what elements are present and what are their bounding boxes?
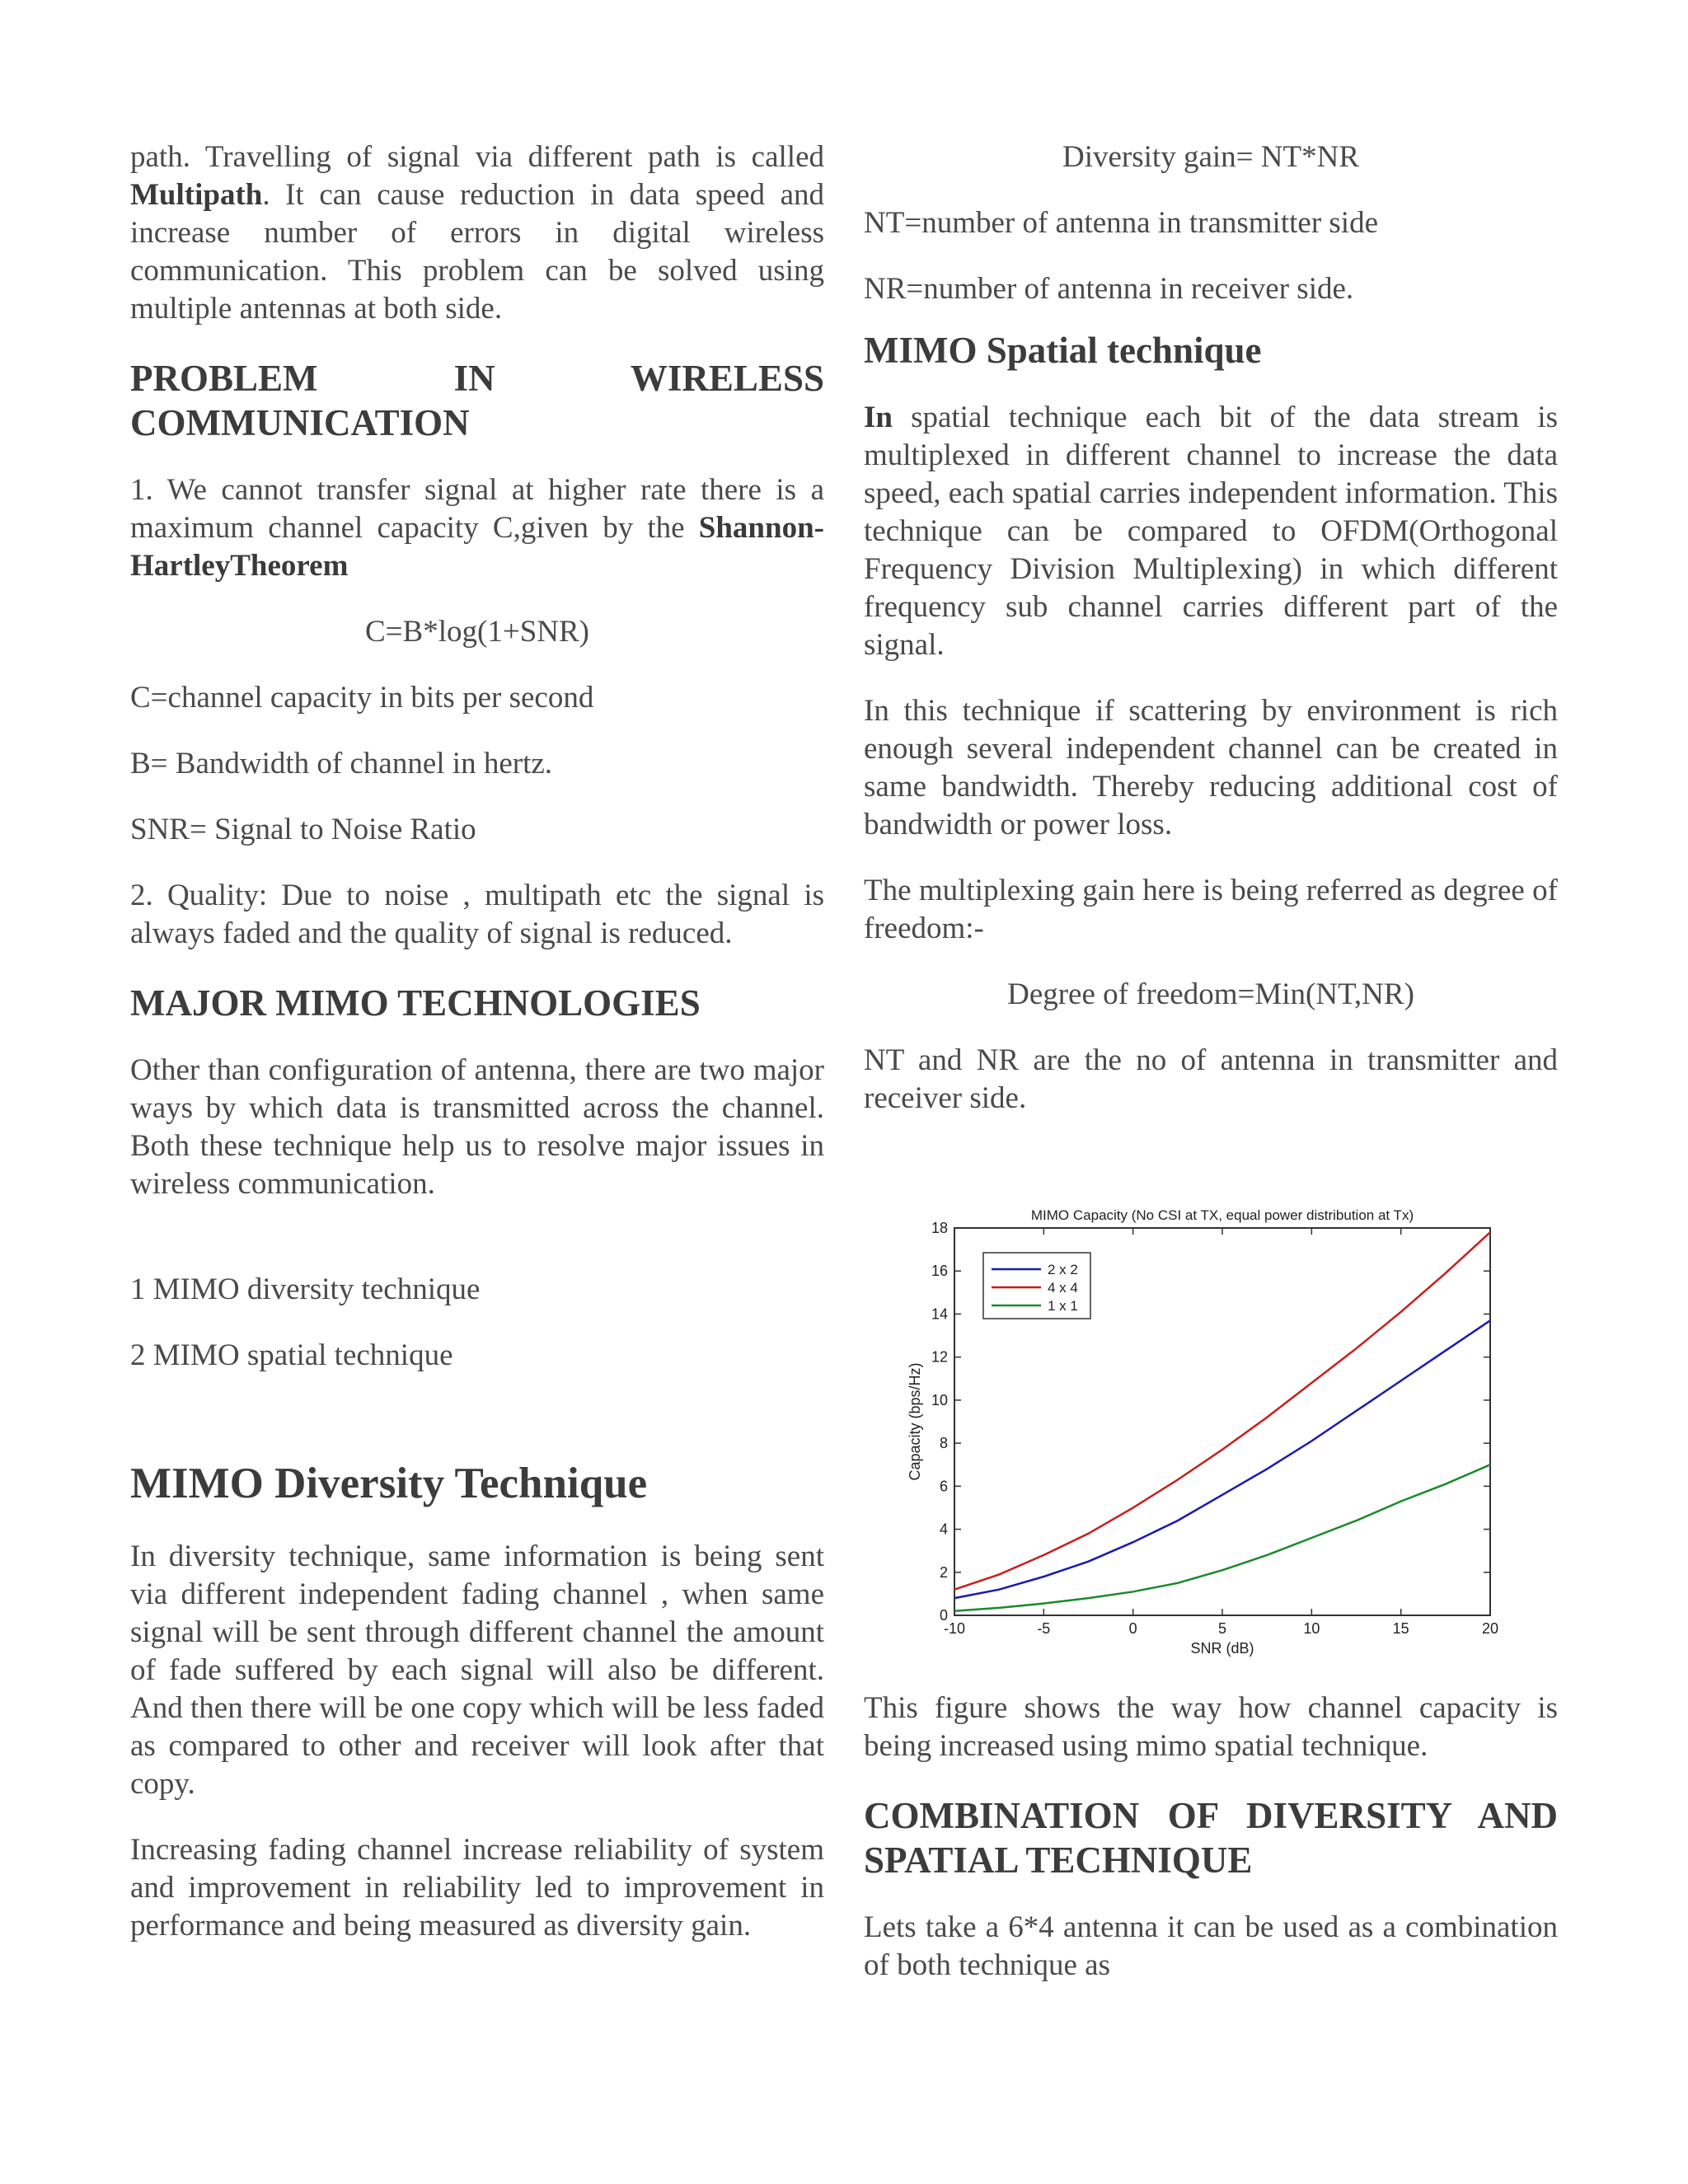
multipath-text-b: . It can cause reduction in data speed and increase number of errors in digital wireless communication. This problem can be solved using multiple antennas at both side. — [130, 178, 824, 326]
capacity-chart-svg — [897, 1195, 1507, 1665]
diversity-paragraph-1: In diversity technique, same information is being sent via different independent fading channel , when same signal will be sent through different channel the amount of fade suffered by each signal will also be different. And then there will be one copy which will be less faded as compared to other and receiver will look after that copy. — [130, 1540, 824, 1801]
def-b: B= Bandwidth of channel in hertz. — [130, 747, 553, 780]
shannon-theorem-term: Shannon-HartleyTheorem — [130, 511, 824, 583]
diversity-heading: MIMO Diversity Technique — [130, 1460, 648, 1507]
y-tick-label: 12 — [931, 1348, 948, 1366]
spatial-paragraph-1 — [864, 399, 1558, 664]
nr-definition: NR=number of antenna in receiver side. — [864, 272, 1354, 306]
y-tick-label: 2 — [939, 1563, 948, 1581]
x-tick-label: 10 — [1303, 1620, 1320, 1637]
list-item-diversity: 1 MIMO diversity technique — [130, 1272, 481, 1306]
spatial-paragraph-2: In this technique if scattering by environment is rich enough several independent channel can be created in same bandwidth. Thereby reducing additional cost of bandwidth or power loss. — [864, 694, 1558, 841]
x-tick-label: -10 — [943, 1620, 966, 1637]
y-tick-label: 4 — [939, 1521, 948, 1538]
problem-heading: PROBLEM IN WIRELESS COMMUNICATION — [130, 358, 824, 443]
x-axis-label: SNR (dB) — [1190, 1640, 1254, 1657]
chart-title: MIMO Capacity (No CSI at TX, equal power distribution at Tx) — [1030, 1207, 1414, 1223]
capacity-paragraph — [130, 471, 824, 585]
quality-paragraph: 2. Quality: Due to noise , multipath etc the signal is always faded and the quality of signal is reduced. — [130, 879, 824, 950]
legend-label-0: 2 x 2 — [1048, 1262, 1078, 1277]
x-tick-label: -5 — [1037, 1620, 1051, 1637]
x-tick-label: 20 — [1481, 1620, 1499, 1637]
def-snr: SNR= Signal to Noise Ratio — [130, 813, 476, 846]
nt-definition: NT=number of antenna in transmitter side — [864, 206, 1378, 240]
right-column — [864, 138, 1558, 1146]
degree-of-freedom-formula: Degree of freedom=Min(NT,NR) — [1007, 977, 1414, 1011]
y-tick-label: 14 — [931, 1305, 948, 1323]
series-line-2 — [954, 1465, 1490, 1611]
capacity-chart — [897, 1195, 1507, 1665]
spatial-paragraph-3: The multiplexing gain here is being referred as degree of freedom:- — [864, 874, 1558, 945]
y-axis-label: Capacity (bps/Hz) — [907, 1362, 923, 1481]
y-tick-label: 18 — [931, 1220, 948, 1236]
capacity-text: 1. We cannot transfer signal at higher rate there is a maximum channel capacity C,given by the — [130, 473, 824, 545]
combination-heading: COMBINATION OF DIVERSITY AND SPATIAL TECHNIQUE — [864, 1795, 1558, 1881]
series-line-0 — [954, 1320, 1490, 1598]
spatial-paragraph-4: NT and NR are the no of antenna in transmitter and receiver side. — [864, 1043, 1558, 1115]
spatial-heading: MIMO Spatial technique — [864, 330, 1262, 371]
legend-label-1: 4 x 4 — [1048, 1280, 1078, 1296]
multipath-text-a: path. Travelling of signal via different path is called — [130, 140, 824, 174]
x-tick-label: 0 — [1128, 1620, 1137, 1637]
major-paragraph: Other than configuration of antenna, there are two major ways by which data is transmitted across the channel. Both these technique help us to resolve major issues in wireless communication. — [130, 1053, 824, 1201]
y-tick-label: 8 — [939, 1435, 948, 1452]
def-c: C=channel capacity in bits per second — [130, 681, 594, 715]
y-tick-label: 16 — [931, 1263, 948, 1280]
legend-label-2: 1 x 1 — [1048, 1298, 1078, 1314]
spatial-in-term: In — [864, 401, 893, 434]
list-item-spatial: 2 MIMO spatial technique — [130, 1338, 453, 1372]
multipath-paragraph — [130, 138, 824, 328]
y-tick-label: 6 — [939, 1478, 948, 1495]
major-technologies-heading: MAJOR MIMO TECHNOLOGIES — [130, 982, 701, 1024]
capacity-formula: C=B*log(1+SNR) — [365, 615, 589, 649]
y-tick-label: 10 — [931, 1391, 948, 1408]
left-column — [130, 138, 824, 1973]
y-tick-label: 0 — [939, 1607, 948, 1624]
x-tick-label: 5 — [1217, 1620, 1227, 1637]
spatial-text-1: spatial technique each bit of the data stream is multiplexed in different channel to increase the data speed, each spatial carries independent information. This technique can be compared to OFDM(Orthogonal Frequency Division Multiplexing) in which different frequency sub channel carries different part of the signal. — [864, 401, 1558, 662]
x-tick-label: 15 — [1392, 1620, 1409, 1637]
combination-paragraph: Lets take a 6*4 antenna it can be used as a combination of both technique as — [864, 1910, 1558, 1982]
multipath-term: Multipath — [130, 178, 263, 212]
diversity-paragraph-2: Increasing fading channel increase reliability of system and improvement in reliability led to improvement in performance and being measured as diversity gain. — [130, 1833, 824, 1943]
right-column-lower — [864, 1690, 1558, 2013]
diversity-gain-formula: Diversity gain= NT*NR — [1062, 140, 1359, 174]
figure-caption-paragraph: This figure shows the way how channel capacity is being increased using mimo spatial technique. — [864, 1691, 1558, 1763]
